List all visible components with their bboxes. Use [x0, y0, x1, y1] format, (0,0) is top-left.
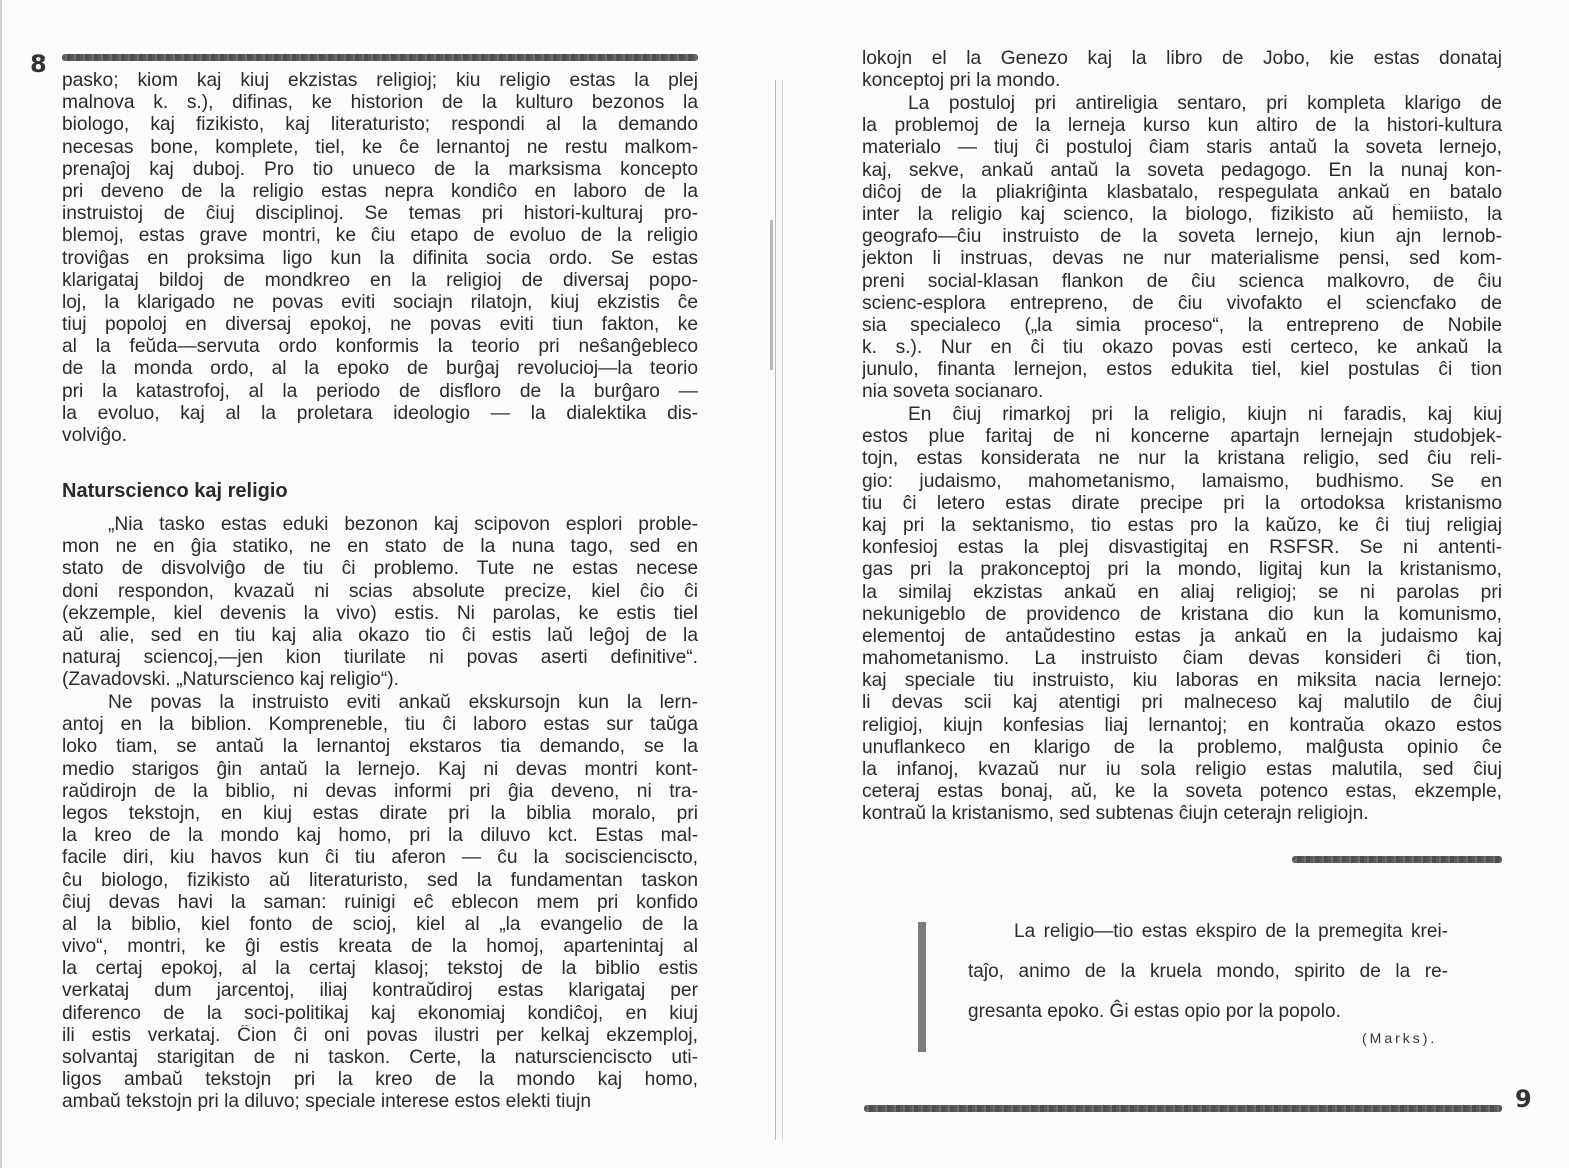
text-line: vivo“, montri, ke ĝi estis kreata de la homoj, apartenintaj al	[62, 936, 698, 958]
text-line: inter la religio kaj scienco, la biologo, fizikisto aŭ ĥemiisto, la	[862, 203, 1502, 225]
text-line: necesas bone, komplete, tiel, ke ĉe lernantoj ne restu malkom-	[62, 136, 698, 158]
text-line: la similaj ekzistas ankaŭ en aliaj religioj; se ni parolas pri	[862, 581, 1502, 603]
text-line: la infanoj, kvazaŭ nur iu sola religio estas malutila, sed ĉiuj	[862, 759, 1502, 780]
text-line: diĉoj de la pliakriĝinta klasbatalo, respegulata ankaŭ en batalo	[862, 181, 1502, 203]
text-line: taĵo, animo de la kruela mondo, spirito de la re-	[968, 961, 1448, 982]
text-line: la kreo de la mondo kaj homo, pri la diluvo kct. Estas mal-	[62, 825, 698, 847]
quote-bar	[918, 922, 926, 1052]
text-line: jekton li instruas, devas ne nur materialisme pensi, sed kom-	[862, 248, 1502, 270]
text-line: volviĝo.	[62, 425, 128, 446]
text-line: tiuj popoloj en diversaj epokoj, ne povas eviti tiun fakton, ke	[62, 314, 698, 336]
text-line: malnova k. s.), difinas, ke historion de la kulturo bezonos la	[62, 92, 698, 114]
text-line: geografo—ĉiu instruisto de la soveta lernejo, kiun ajn lernob-	[862, 226, 1502, 248]
text-line: kaj, sekve, ankaŭ antaŭ la soveta pedagogo. En la nunaj kon-	[862, 159, 1502, 181]
left-paragraph-1	[62, 70, 698, 447]
text-line: diferenco de la soci-politikaj kaj ekonomiaj kondiĉoj, en kiuj	[62, 1002, 698, 1024]
text-line: li devas scii kaj atentigi pri malneceso kaj malutilo de ĉiuj	[862, 692, 1502, 714]
text-line: pri deveno de la religio estas nepra kondiĉo en laboro de la	[62, 180, 698, 202]
right-paragraph-2	[862, 93, 1502, 404]
text-line: kaj speciale tiu instruisto, kiu laboras en miksita nacia lernejo:	[862, 670, 1502, 692]
right-paragraph-3	[862, 404, 1502, 826]
text-line: raŭdirojn de la biblio, ni devas informi pri ĝia deveno, ni tra-	[62, 780, 698, 802]
text-line: ili estis verkataj. Ĉion ĉi oni povas ilustri per kelkaj ekzemploj,	[62, 1024, 698, 1046]
section-divider-rule	[1292, 856, 1502, 863]
quote-attribution: (Marks).	[1362, 1030, 1438, 1046]
text-line: gas pri la prakonceptoj pri la mondo, ligitaj kun la kristanismo,	[862, 559, 1502, 581]
text-line: scienc-esplora entrepreno, de ĉiu vivofakto el sciencfako de	[862, 292, 1502, 314]
text-line: ĉiuj devas havi la saman: ruinigi eĉ eblecon mem pri konfido	[62, 891, 698, 913]
text-line: mon ne en ĝia statiko, ne en stato de la nuna tago, sed en	[62, 536, 698, 558]
text-line: elementoj de antaŭdestino estas ja ankaŭ en la judaismo kaj	[862, 625, 1502, 647]
gutter-shadow	[770, 220, 773, 370]
text-line: loj, la klarigado ne povas eviti sociajn rilatojn, kiuj ekzistis ĉe	[62, 291, 698, 313]
text-line: la certaj epokoj, al la certaj klasoj; tekstoj de la biblio estis	[62, 958, 698, 980]
text-line: prenaĵoj kaj duboj. Pro tio unueco de la marksisma koncepto	[62, 158, 698, 180]
text-line: junulo, finanta lernejon, estos edukita tiel, kiel postulas ĉi tion	[862, 359, 1502, 381]
text-line: aŭ alie, sed en tiu kaj alia okazo tio ĉi estis laŭ leĝoj de la	[62, 624, 698, 646]
text-line: al la feŭda—servuta ordo konformis la teorio pri neŝanĝebleco	[62, 336, 698, 358]
text-line: tiu ĉi letero estas dirate precipe pri la ortodoksa kristanismo	[862, 492, 1502, 514]
section-heading: Naturscienco kaj religio	[62, 480, 288, 502]
text-line: loko tiam, se antaŭ la lernantoj ekstaros tia demando, se la	[62, 736, 698, 758]
text-line: unuflankeco en klarigo de la problemo, malĝusta opinio ĉe	[862, 736, 1502, 758]
text-line: antoj en la biblion. Kompreneble, tiu ĉi laboro estas sur taŭga	[62, 714, 698, 736]
text-line: la problemoj de la lerneja kurso kun altiro de la histori-kultura	[862, 115, 1502, 137]
footer-rule-right	[864, 1105, 1502, 1112]
page-number-right: 9	[1515, 1085, 1532, 1113]
text-line: estos plue faritaj de ni koncerne apartajn lernejajn studobjek-	[862, 426, 1502, 448]
text-line: kaj pri la sektanismo, tio estas pro la kaŭzo, ke ĉi tiuj religiaj	[862, 514, 1502, 536]
text-line: tojn, estas konsiderata ne nur la kristana religio, sed ĉiu reli-	[862, 448, 1502, 470]
text-line: La postuloj pri antireligia sentaro, pri kompleta klarigo de	[908, 93, 1502, 114]
text-line: ĉu biologo, fizikisto aŭ literaturisto, sed la fundamentan taskon	[62, 869, 698, 891]
book-gutter	[775, 80, 783, 1140]
text-line: „Nia tasko estas eduki bezonon kaj scipovon esplori proble-	[108, 514, 698, 535]
text-line: (ekzemple, kiel devenis la vivo) estis. Ni parolas, ke estis tiel	[62, 602, 698, 624]
text-line: ambaŭ tekstojn pri la diluvo; speciale interese estos elekti tiujn	[62, 1091, 592, 1113]
text-line: (Zavadovski. „Naturscienco kaj religio“).	[62, 669, 399, 691]
text-line: instruistoj de ĉiuj disciplinoj. Se temas pri histori-kulturaj pro-	[62, 203, 698, 225]
header-rule-left	[62, 54, 698, 61]
text-line: lokojn el la Genezo kaj la libro de Jobo, kie estas donataj	[862, 48, 1502, 69]
page-edge	[0, 0, 2, 1168]
text-line: La religio—tio estas ekspiro de la premegita krei-	[1014, 921, 1448, 942]
text-line: biologo, kaj fizikisto, kaj literaturisto; respondi al la demando	[62, 114, 698, 136]
text-line: troviĝas en proksima ligo kun la difinita socia ordo. Se estas	[62, 247, 698, 269]
text-line: stato de disvolviĝo de tiu ĉi problemo. Tute ne estas necese	[62, 558, 698, 580]
text-line: medio starigos ĝin antaŭ la lernejo. Kaj ni devas montri kont-	[62, 758, 698, 780]
text-line: de la monda ordo, al la epoko de burĝaj revolucioj—la teorio	[62, 358, 698, 380]
text-line: nia soveta socianaro.	[862, 381, 1044, 403]
text-line: ceteraj estas bonaj, aŭ, ke la soveta potenco estas, ekzemple,	[862, 781, 1502, 803]
left-paragraph-3	[62, 692, 698, 1114]
text-line: legos tekstojn, en kiuj estas dirate pri la biblia moralo, pri	[62, 802, 698, 824]
text-line: pri la katastrofoj, al la periodo de disfloro de la burĝaro —	[62, 380, 698, 402]
text-line: mahometanismo. La instruisto ĉiam devas konsideri ĉi tion,	[862, 648, 1502, 670]
page-number-left: 8	[30, 50, 47, 78]
text-line: ligos ambaŭ tekstojn pri la kreo de la mondo kaj homo,	[62, 1069, 698, 1091]
marx-quote	[968, 912, 1448, 1032]
text-line: En ĉiuj rimarkoj pri la religio, kiujn ni faradis, kaj kiuj	[908, 404, 1502, 425]
text-line: doni respondon, kvazaŭ ni scias absolute precize, kiel ĉio ĉi	[62, 580, 698, 602]
text-line: k. s.). Nur en ĉi tiu okazo povas esti certeco, ke ankaŭ la	[862, 337, 1502, 359]
text-line: blemoj, estas grave montri, ke ĉiu etapo de evoluo de la religio	[62, 225, 698, 247]
text-line: religioj, kiujn konfesias liaj lernantoj; en kontraŭa okazo estos	[862, 714, 1502, 736]
text-line: naturaj sciencoj,—jen kion tiurilate ni povas aserti definitive“.	[62, 647, 698, 669]
text-line: konfesioj estas la plej disvastigitaj en RSFSR. Se ni antenti-	[862, 537, 1502, 559]
text-line: la evoluo, kaj al la proletara ideologio — la dialektika dis-	[62, 402, 698, 424]
text-line: nekunigeblo de providenco de kristana dio kun la komunismo,	[862, 603, 1502, 625]
text-line: gresanta epoko. Ĝi estas opio por la popolo.	[968, 1001, 1341, 1022]
left-paragraph-2	[62, 514, 698, 692]
text-line: preni social-klasan flankon de ĉiu scienca malkovro, de ĉiu	[862, 270, 1502, 292]
text-line: facile diri, kiu havos kun ĉi tiu aferon — ĉu la sociscienciscto,	[62, 847, 698, 869]
text-line: solvantaj starigitan de ni taskon. Certe, la naturscienciscto uti-	[62, 1047, 698, 1068]
text-line: al la biblio, kiel fonto de scioj, kiel al „la evangelio de la	[62, 913, 698, 935]
text-line: sia specialeco („la simia proceso“, la entrepreno de Nobile	[862, 314, 1502, 336]
text-line: gio: judaismo, mahometanismo, lamaismo, budhismo. Se en	[862, 470, 1502, 492]
text-line: verkataj dum jarcentoj, iliaj kontraŭdiroj estas klarigataj per	[62, 980, 698, 1002]
text-line: pasko; kiom kaj kiuj ekzistas religioj; kiu religio estas la plej	[62, 70, 698, 91]
text-line: Ne povas la instruisto eviti ankaŭ ekskursojn kun la lern-	[108, 692, 698, 713]
right-paragraph-1	[862, 48, 1502, 92]
text-line: klarigataj bildoj de mondkreo en la religioj de diversaj popo-	[62, 269, 698, 291]
text-line: kontraŭ la kristanismo, sed subtenas ĉiujn ceterajn religiojn.	[862, 803, 1369, 825]
text-line: materialo — tiuj ĉi postuloj ĉiam staris antaŭ la soveta lernejo,	[862, 137, 1502, 159]
text-line: konceptoj pri la mondo.	[862, 70, 1061, 92]
